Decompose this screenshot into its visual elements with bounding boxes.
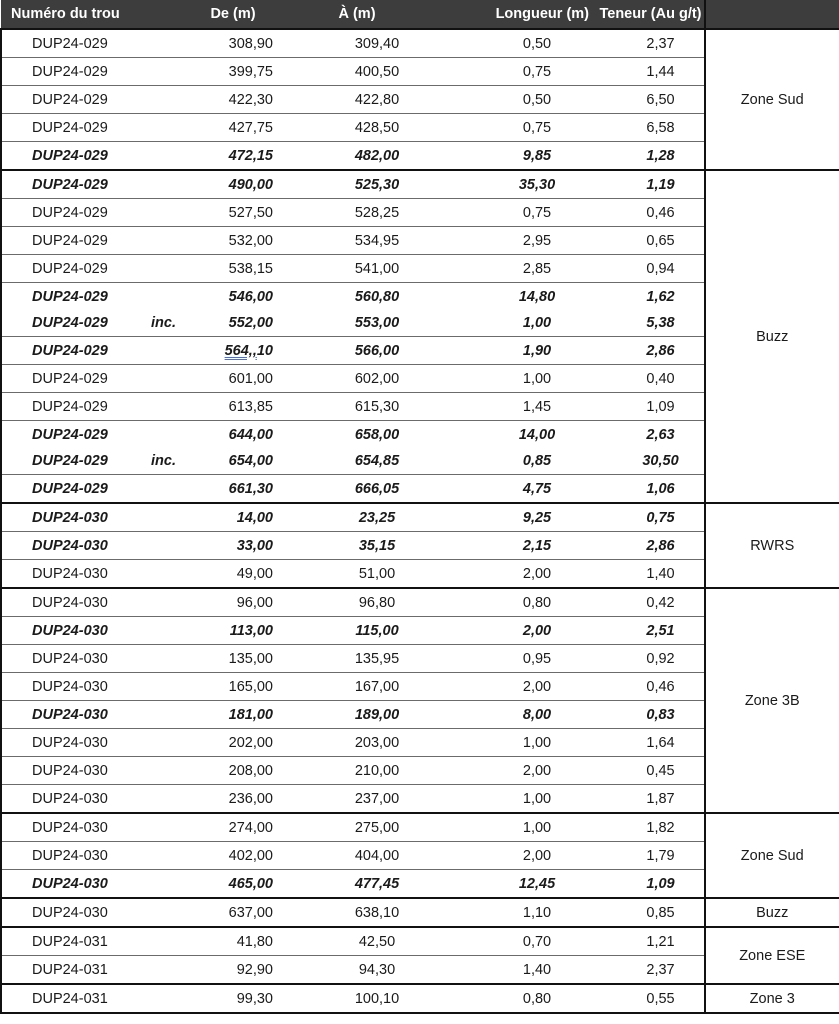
- cell-to: 237,00: [277, 785, 437, 814]
- cell-from: 564,,10: [189, 337, 277, 365]
- cell-from: 490,00: [189, 170, 277, 199]
- cell-from: 49,00: [189, 560, 277, 589]
- cell-length: 0,80: [437, 588, 597, 617]
- cell-inc: [141, 255, 189, 283]
- cell-to: 23,25: [277, 503, 437, 532]
- cell-to: 115,00: [277, 617, 437, 645]
- cell-length: 1,10: [437, 898, 597, 927]
- cell-from: 427,75: [189, 114, 277, 142]
- cell-from: 96,00: [189, 588, 277, 617]
- cell-length: 0,75: [437, 114, 597, 142]
- cell-to: 477,45: [277, 870, 437, 899]
- cell-inc: [141, 560, 189, 589]
- cell-hole: DUP24-030: [1, 645, 141, 673]
- cell-hole: DUP24-029: [1, 114, 141, 142]
- cell-grade: 1,06: [597, 475, 705, 504]
- cell-to: 666,05: [277, 475, 437, 504]
- cell-to: 94,30: [277, 956, 437, 985]
- cell-inc: [141, 956, 189, 985]
- cell-length: 35,30: [437, 170, 597, 199]
- cell-grade: 0,94: [597, 255, 705, 283]
- table-row: [1, 813, 839, 842]
- cell-hole: DUP24-029: [1, 58, 141, 86]
- cell-hole: DUP24-030: [1, 785, 141, 814]
- cell-length: 2,00: [437, 673, 597, 701]
- cell-length: 0,95: [437, 645, 597, 673]
- cell-grade: 0,75: [597, 503, 705, 532]
- cell-to: 615,30: [277, 393, 437, 421]
- cell-inc: [141, 842, 189, 870]
- cell-grade: 0,85: [597, 898, 705, 927]
- cell-hole: DUP24-030: [1, 560, 141, 589]
- cell-from: 208,00: [189, 757, 277, 785]
- cell-to: 100,10: [277, 984, 437, 1013]
- cell-hole: DUP24-030: [1, 729, 141, 757]
- cell-to: 482,00: [277, 142, 437, 171]
- cell-to: 210,00: [277, 757, 437, 785]
- cell-grade: 2,37: [597, 29, 705, 58]
- cell-grade: 0,92: [597, 645, 705, 673]
- cell-from: 637,00: [189, 898, 277, 927]
- cell-length: 1,00: [437, 729, 597, 757]
- cell-to: 96,80: [277, 588, 437, 617]
- cell-grade: 30,50: [597, 448, 705, 475]
- cell-inc: [141, 617, 189, 645]
- cell-grade: 2,86: [597, 532, 705, 560]
- cell-length: 0,70: [437, 927, 597, 956]
- cell-inc: [141, 227, 189, 255]
- cell-to: 553,00: [277, 310, 437, 337]
- cell-hole: DUP24-029: [1, 475, 141, 504]
- header-hole: Numéro du trou: [1, 0, 189, 29]
- cell-to: 35,15: [277, 532, 437, 560]
- spellcheck-underline: 564,,: [224, 342, 257, 359]
- cell-from: 135,00: [189, 645, 277, 673]
- cell-hole: DUP24-030: [1, 813, 141, 842]
- cell-to: 275,00: [277, 813, 437, 842]
- cell-grade: 0,42: [597, 588, 705, 617]
- cell-length: 1,00: [437, 813, 597, 842]
- cell-from: 402,00: [189, 842, 277, 870]
- cell-from: 654,00: [189, 448, 277, 475]
- cell-length: 1,90: [437, 337, 597, 365]
- cell-hole: DUP24-029: [1, 170, 141, 199]
- cell-from: 274,00: [189, 813, 277, 842]
- cell-to: 638,10: [277, 898, 437, 927]
- cell-to: 404,00: [277, 842, 437, 870]
- cell-from: 546,00: [228, 288, 273, 305]
- cell-from: 99,30: [189, 984, 277, 1013]
- cell-hole: DUP24-031: [1, 984, 141, 1013]
- table-row: [1, 29, 839, 58]
- header-zone: [705, 0, 839, 29]
- cell-grade: 1,40: [597, 560, 705, 589]
- cell-from: 113,00: [189, 617, 277, 645]
- cell-grade: 1,09: [597, 393, 705, 421]
- cell-to: 654,85: [277, 448, 437, 475]
- cell-inc: [141, 86, 189, 114]
- cell-to: 309,40: [277, 29, 437, 58]
- cell-grade: 0,46: [597, 199, 705, 227]
- cell-hole: DUP24-029: [1, 393, 141, 421]
- cell-hole: DUP24-029: [1, 310, 141, 337]
- cell-length: 14,00: [518, 426, 556, 443]
- cell-to: 658,00: [354, 426, 400, 443]
- cell-to: 203,00: [277, 729, 437, 757]
- cell-from: 601,00: [189, 365, 277, 393]
- cell-from: 422,30: [189, 86, 277, 114]
- cell-grade: 1,44: [597, 58, 705, 86]
- cell-hole: DUP24-031: [1, 956, 141, 985]
- table-row: [1, 898, 839, 927]
- cell-grade: 0,65: [597, 227, 705, 255]
- cell-hole: DUP24-029: [1, 448, 141, 475]
- cell-inc: [141, 729, 189, 757]
- cell-hole: DUP24-030: [1, 898, 141, 927]
- cell-length: 8,00: [437, 701, 597, 729]
- cell-grade: 0,83: [597, 701, 705, 729]
- cell-from: 472,15: [189, 142, 277, 171]
- cell-zone: Zone Sud: [705, 29, 839, 170]
- table-row: [1, 588, 839, 617]
- cell-length: 2,00: [437, 757, 597, 785]
- cell-grade: 0,40: [597, 365, 705, 393]
- cell-from: 399,75: [189, 58, 277, 86]
- cell-length: 1,00: [437, 365, 597, 393]
- cell-hole: DUP24-030: [1, 588, 141, 617]
- cell-hole: DUP24-030: [1, 673, 141, 701]
- cell-length: 1,40: [437, 956, 597, 985]
- cell-from: 661,30: [189, 475, 277, 504]
- cell-from: 14,00: [189, 503, 277, 532]
- table-row: [1, 984, 839, 1013]
- cell-grade: 1,64: [597, 729, 705, 757]
- cell-zone: Buzz: [705, 898, 839, 927]
- cell-length: 2,00: [437, 560, 597, 589]
- cell-hole: DUP24-029: [1, 86, 141, 114]
- cell-from: 181,00: [189, 701, 277, 729]
- cell-grade: 1,87: [597, 785, 705, 814]
- cell-inc: [141, 673, 189, 701]
- cell-grade: 1,82: [597, 813, 705, 842]
- cell-grade: 1,79: [597, 842, 705, 870]
- cell-inc: [141, 337, 189, 365]
- cell-inc: [141, 170, 189, 199]
- cell-from: 552,00: [189, 310, 277, 337]
- cell-from: 41,80: [189, 927, 277, 956]
- cell-hole: DUP24-029: [1, 365, 141, 393]
- cell-grade: 6,50: [597, 86, 705, 114]
- cell-from: 613,85: [189, 393, 277, 421]
- cell-length: 4,75: [437, 475, 597, 504]
- cell-length: 0,75: [437, 58, 597, 86]
- cell-to: 42,50: [277, 927, 437, 956]
- cell-grade: 5,38: [597, 310, 705, 337]
- cell-inc: [141, 927, 189, 956]
- cell-inc: inc.: [141, 448, 189, 475]
- cell-zone: Buzz: [705, 170, 839, 503]
- cell-to: 602,00: [277, 365, 437, 393]
- cell-to: 525,30: [277, 170, 437, 199]
- cell-zone: Zone ESE: [705, 927, 839, 984]
- cell-grade: 2,51: [597, 617, 705, 645]
- cell-length: 0,85: [437, 448, 597, 475]
- cell-grade: 2,37: [597, 956, 705, 985]
- cell-from: 644,00: [228, 426, 273, 443]
- cell-from: 538,15: [189, 255, 277, 283]
- header-from: De (m): [189, 0, 277, 29]
- cell-grade: 1,19: [597, 170, 705, 199]
- table-row: [1, 927, 839, 956]
- cell-from: 236,00: [189, 785, 277, 814]
- cell-to: 422,80: [277, 86, 437, 114]
- cell-length: 2,95: [437, 227, 597, 255]
- cell-hole: DUP24-029: [1, 29, 141, 58]
- cell-to: 135,95: [277, 645, 437, 673]
- cell-inc: [141, 503, 189, 532]
- cell-inc: inc.: [141, 310, 189, 337]
- cell-inc: [141, 58, 189, 86]
- cell-inc: [141, 645, 189, 673]
- cell-from: 33,00: [189, 532, 277, 560]
- cell-inc: [141, 393, 189, 421]
- cell-inc: [141, 421, 189, 449]
- cell-inc: [141, 365, 189, 393]
- cell-length: 1,45: [437, 393, 597, 421]
- cell-inc: [141, 785, 189, 814]
- cell-grade: 0,46: [597, 673, 705, 701]
- cell-length: 9,85: [437, 142, 597, 171]
- cell-from: 465,00: [189, 870, 277, 899]
- cell-to: 566,00: [277, 337, 437, 365]
- cell-hole: DUP24-030: [1, 617, 141, 645]
- cell-inc: [141, 114, 189, 142]
- cell-hole: DUP24-030: [1, 532, 141, 560]
- cell-hole: DUP24-030: [1, 503, 141, 532]
- cell-from: 92,90: [189, 956, 277, 985]
- cell-grade: 2,63: [646, 426, 675, 443]
- cell-inc: [141, 199, 189, 227]
- cell-grade: 2,86: [597, 337, 705, 365]
- cell-inc: [141, 475, 189, 504]
- table-body: [1, 29, 839, 1013]
- cell-hole: DUP24-029: [1, 255, 141, 283]
- cell-grade: 1,09: [597, 870, 705, 899]
- cell-length: 0,50: [437, 86, 597, 114]
- cell-hole: DUP24-029: [1, 142, 141, 171]
- header-length: Longueur (m): [437, 0, 597, 29]
- cell-grade: 1,28: [597, 142, 705, 171]
- cell-to: 541,00: [277, 255, 437, 283]
- cell-length: 9,25: [437, 503, 597, 532]
- cell-inc: [141, 813, 189, 842]
- cell-length: 2,15: [437, 532, 597, 560]
- cell-grade: 6,58: [597, 114, 705, 142]
- cell-inc: [141, 283, 189, 311]
- cell-hole: DUP24-030: [1, 870, 141, 899]
- cell-hole: DUP24-031: [1, 927, 141, 956]
- cell-zone: RWRS: [705, 503, 839, 588]
- cell-length: 0,75: [437, 199, 597, 227]
- cell-length: 12,45: [437, 870, 597, 899]
- cell-length: 1,00: [437, 310, 597, 337]
- cell-inc: [141, 588, 189, 617]
- cell-from: 165,00: [189, 673, 277, 701]
- cell-inc: [141, 142, 189, 171]
- cell-zone: Zone 3: [705, 984, 839, 1013]
- cell-zone: Zone 3B: [705, 588, 839, 813]
- cell-to: 189,00: [277, 701, 437, 729]
- cell-hole: DUP24-030: [1, 757, 141, 785]
- cell-inc: [141, 898, 189, 927]
- cell-length: 1,00: [437, 785, 597, 814]
- cell-from: 202,00: [189, 729, 277, 757]
- cell-inc: [141, 29, 189, 58]
- cell-hole: DUP24-029: [1, 227, 141, 255]
- cell-from: 532,00: [189, 227, 277, 255]
- cell-to: 400,50: [277, 58, 437, 86]
- cell-length: 2,85: [437, 255, 597, 283]
- cell-length: 2,00: [437, 842, 597, 870]
- cell-inc: [141, 870, 189, 899]
- table-row: [1, 503, 839, 532]
- cell-hole: DUP24-029: [1, 199, 141, 227]
- cell-to: 51,00: [277, 560, 437, 589]
- cell-zone: Zone Sud: [705, 813, 839, 898]
- cell-grade: 0,45: [597, 757, 705, 785]
- cell-hole: DUP24-029: [1, 421, 141, 449]
- cell-inc: [141, 757, 189, 785]
- cell-grade: 1,21: [597, 927, 705, 956]
- table-row: [1, 170, 839, 199]
- cell-inc: [141, 701, 189, 729]
- cell-grade: 0,55: [597, 984, 705, 1013]
- cell-to: 428,50: [277, 114, 437, 142]
- cell-inc: [141, 984, 189, 1013]
- cell-to: 560,80: [354, 288, 400, 305]
- cell-hole: DUP24-029: [1, 283, 141, 311]
- cell-hole: DUP24-029: [1, 337, 141, 365]
- header-grade: Teneur (Au g/t): [597, 0, 705, 29]
- cell-to: 528,25: [277, 199, 437, 227]
- cell-hole: DUP24-030: [1, 842, 141, 870]
- header-row: [1, 0, 839, 29]
- cell-length: 14,80: [518, 288, 556, 305]
- cell-to: 534,95: [277, 227, 437, 255]
- cell-from: 527,50: [189, 199, 277, 227]
- cell-from: 308,90: [189, 29, 277, 58]
- cell-length: 0,50: [437, 29, 597, 58]
- cell-length: 0,80: [437, 984, 597, 1013]
- cell-inc: [141, 532, 189, 560]
- header-to: À (m): [277, 0, 437, 29]
- cell-hole: DUP24-030: [1, 701, 141, 729]
- cell-to: 167,00: [277, 673, 437, 701]
- cell-length: 2,00: [437, 617, 597, 645]
- cell-grade: 1,62: [646, 288, 675, 305]
